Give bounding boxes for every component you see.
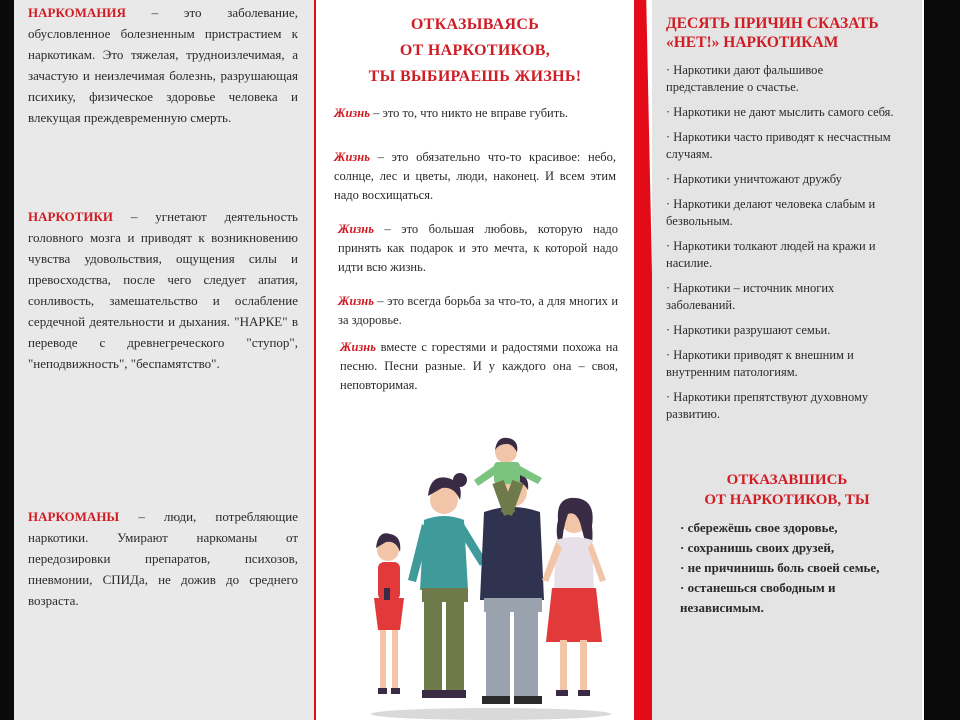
life-item: Жизнь – это обязательно что-то красивое: небо, солнце, лес и цветы, люди, наконец. И всем этим надо восхищаться.	[334, 150, 616, 202]
life-item: Жизнь – это всегда борьба за что-то, а для многих и за здоровье.	[338, 294, 619, 327]
reasons-list	[666, 62, 898, 431]
girl-figure	[374, 533, 404, 694]
list-item: · Наркотики разрушают семьи.	[666, 323, 831, 337]
list-item: · не причинишь боль своей семье,	[680, 560, 880, 575]
paragraph-narcotics	[28, 206, 298, 374]
text-narcotics: – угнетают деятельность головного мозга и приводят к возникновению чувства удовольствия, ощущения силы и превосходства, после чего следует апатия, сонливость, замешательство и ослабление сердечной деятельности и дыхания. "НАРКЕ" в переводе с древнегреческого "ступор", "неподвижность", "беспамятство".	[28, 209, 298, 371]
life-title-line-2: ОТ НАРКОТИКОВ,	[399, 42, 551, 59]
life-item: Жизнь вместе с горестями и радостями похожа на песню. Песни разные. И у каждого она – своя, неповторимая.	[340, 340, 619, 392]
list-item: · останешься свободным и независимым.	[680, 580, 836, 615]
term-narcomania: НАРКОМАНИЯ	[28, 5, 126, 20]
gain-list	[680, 518, 912, 618]
life-title-line-3: ТЫ ВЫБИРАЕШЬ ЖИЗНЬ!	[368, 68, 582, 85]
life-title	[316, 12, 634, 90]
column-definitions	[14, 0, 314, 720]
list-item: · Наркотики толкают людей на кражи и насилие.	[666, 239, 876, 270]
life-title-line-1: ОТКАЗЫВАЯСЬ	[410, 16, 540, 33]
boy-figure	[474, 438, 542, 516]
gain-title	[652, 470, 922, 510]
reasons-title-line-2: «НЕТ!» НАРКОТИКАМ	[666, 34, 839, 51]
reasons-title	[666, 14, 916, 52]
list-item: · сбережёшь свое здоровье,	[680, 520, 838, 535]
life-item: Жизнь – это то, что никто не вправе губить.	[334, 106, 569, 120]
term-narcomans: НАРКОМАНЫ	[28, 509, 120, 524]
list-item: · сохранишь своих друзей,	[680, 540, 835, 555]
reasons-title-line-1: ДЕСЯТЬ ПРИЧИН СКАЗАТЬ	[666, 15, 879, 32]
mother-figure	[408, 473, 486, 698]
column-life	[316, 0, 634, 720]
list-item: · Наркотики препятствуют духовному развитию.	[666, 390, 869, 421]
list-item: · Наркотики не дают мыслить самого себя.	[666, 105, 894, 119]
list-item: · Наркотики приводят к внешним и внутренним патологиям.	[666, 348, 854, 379]
list-item: · Наркотики часто приводят к несчастным случаям.	[666, 130, 891, 161]
paragraph-narcomans	[28, 506, 298, 611]
woman-figure	[542, 498, 606, 696]
family-illustration	[356, 430, 626, 720]
list-item: · Наркотики дают фальшивое представление о счастье.	[666, 63, 824, 94]
list-item: · Наркотики – источник многих заболеваний.	[666, 281, 835, 312]
list-item: · Наркотики уничтожают дружбу	[666, 172, 842, 186]
gain-title-line-1: ОТКАЗАВШИСЬ	[726, 472, 848, 488]
right-black-border	[924, 0, 960, 720]
list-item: · Наркотики делают человека слабым и безвольным.	[666, 197, 876, 228]
life-item: Жизнь – это большая любовь, которую надо принять как подарок и это мечта, к которой надо идти всю жизнь.	[338, 222, 618, 274]
text-narcomans: – люди, потребляющие наркотики. Умирают наркоманы от передозировки препаратов, психозов, пневмонии, СПИДа, не дожив до среднего возраста.	[28, 509, 298, 608]
paragraph-narcomania	[28, 2, 298, 128]
column-reasons	[652, 0, 922, 720]
text-narcomania: – это заболевание, обусловленное болезненным пристрастием к наркотикам. Это тяжелая, трудноизлечимая, а зачастую и неизлечимая болезнь, разрушающая психику, физическое здоровье человека и влекущая преждевременную смерть.	[28, 5, 298, 125]
term-narcotics: НАРКОТИКИ	[28, 209, 113, 224]
gain-title-line-2: ОТ НАРКОТИКОВ, ТЫ	[704, 492, 870, 508]
